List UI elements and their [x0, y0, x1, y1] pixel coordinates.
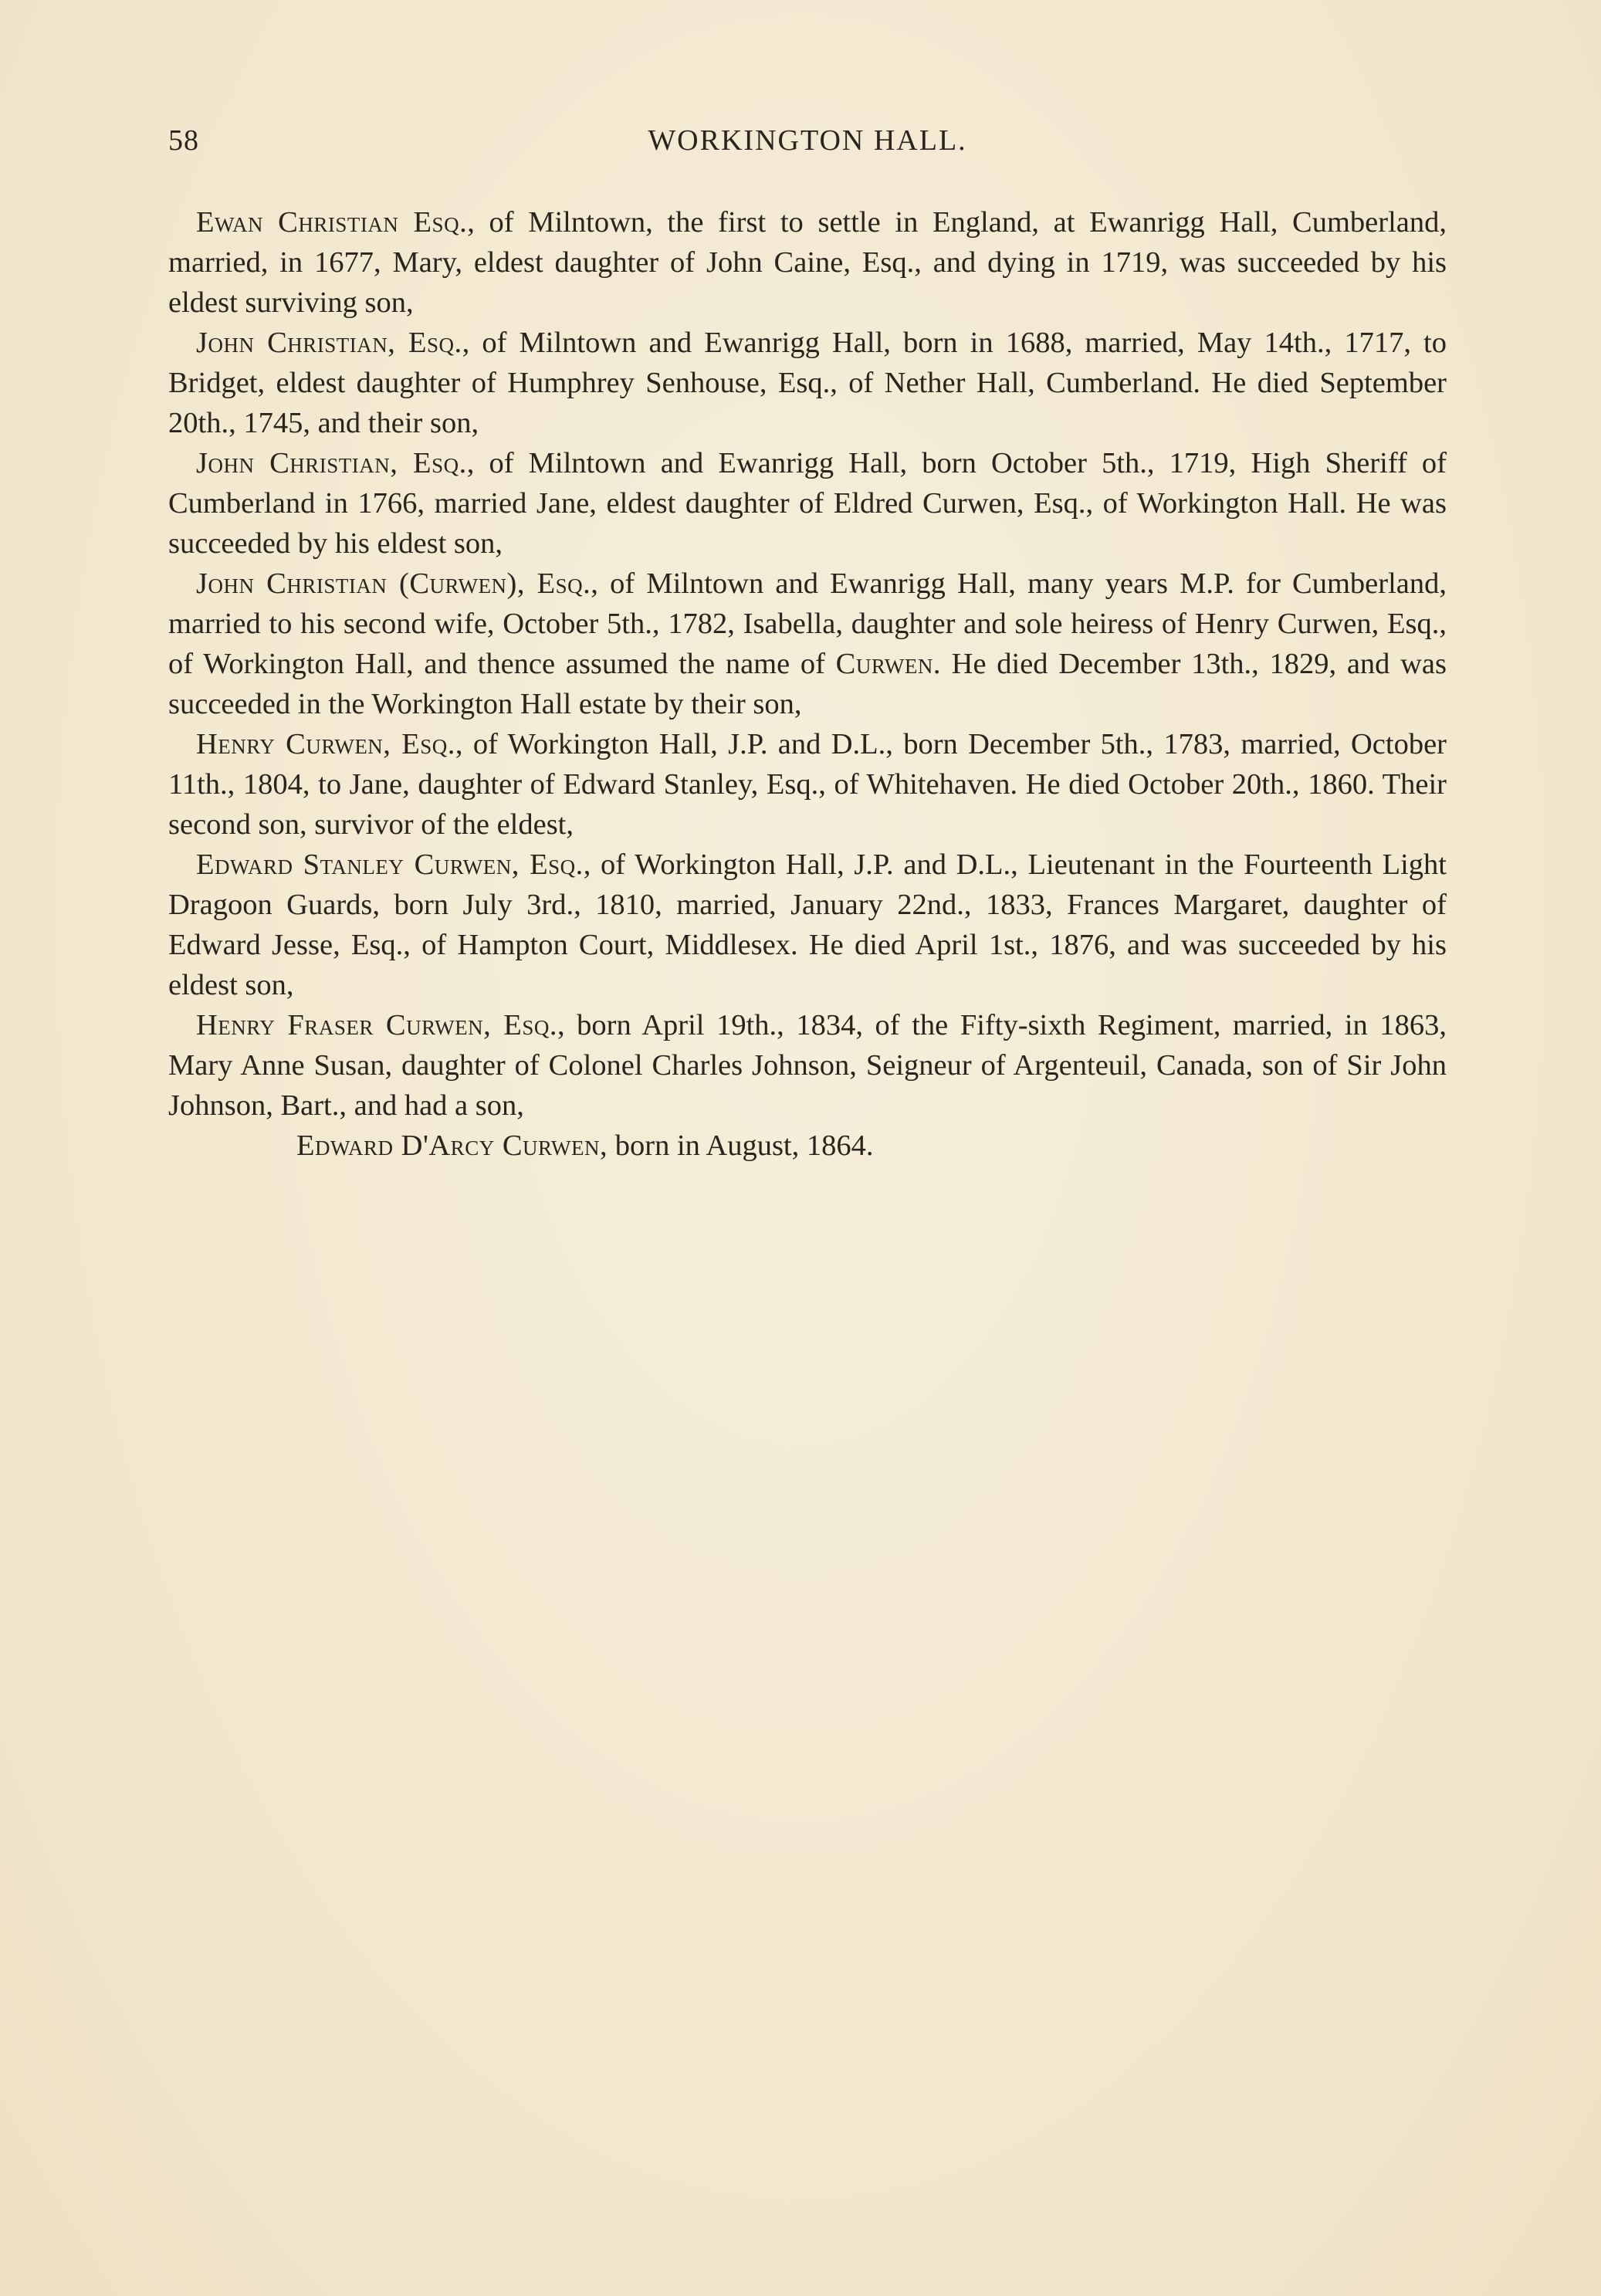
- running-title: WORKINGTON HALL.: [648, 124, 967, 157]
- body-text: [168, 202, 1447, 1166]
- title-suffix: Esq.: [398, 447, 467, 479]
- paragraph-text: , of Milntown and Ewanrigg Hall, many years M.P. for Cumberland, married to his second wife, October 5th., 1782, Isabella, daughter and sole heiress of Henry Curwen, Esq., of Workington Hall, and thence assumed the name of: [168, 567, 1447, 680]
- title-suffix: Esq.: [524, 567, 591, 600]
- paragraph-text: , of Workington Hall, J.P. and D.L., Lieutenant in the Fourteenth Light Dragoon Guards, born July 3rd., 1810, married, January 22nd., 1833, Frances Margaret, daughter of Edward Jesse, Esq., of Hampton Court, Middlesex. He died April 1st., 1876, and was succeeded by his eldest son,: [168, 848, 1447, 1001]
- person-name: John Christian,: [196, 447, 398, 479]
- surname-inline: Curwen.: [835, 648, 941, 680]
- person-name: Henry Fraser Curwen,: [196, 1009, 492, 1041]
- paragraph-henry-fraser-curwen: [168, 1005, 1447, 1126]
- paragraph-text: , born April 19th., 1834, of the Fifty-sixth Regiment, married, in 1863, Mary Anne Susan, daughter of Colonel Charles Johnson, Seigneur of Argenteuil, Canada, son of Sir John Johnson, Bart., and had a son,: [168, 1009, 1447, 1122]
- paragraph-john-christian-1688: [168, 323, 1447, 443]
- person-name: Ewan Christian: [196, 206, 399, 239]
- paragraph-john-christian-1719: [168, 443, 1447, 564]
- person-name: John Christian (Curwen),: [196, 567, 525, 600]
- person-name: Edward Stanley Curwen,: [196, 848, 520, 881]
- paragraph-edward-stanley-curwen: [168, 845, 1447, 1005]
- title-suffix: Esq.: [398, 206, 468, 239]
- page-number: 58: [168, 124, 199, 157]
- paragraph-text: , of Milntown, the first to settle in England, at Ewanrigg Hall, Cumberland, married, in 1677, Mary, eldest daughter of John Caine, Esq., and dying in 1719, was succeeded by his eldest surviving son,: [168, 206, 1447, 319]
- paragraph-ewan-christian: [168, 202, 1447, 323]
- paragraph-text: born in August, 1864.: [608, 1129, 874, 1162]
- person-name: Henry Curwen,: [196, 728, 391, 760]
- paragraph-text: , of Workington Hall, J.P. and D.L., born December 5th., 1783, married, October 11th., 1804, to Jane, daughter of Edward Stanley, Esq., of Whitehaven. He died October 20th., 1860. Their second son, survivor of the eldest,: [168, 728, 1447, 841]
- running-head: [168, 124, 1447, 170]
- paragraph-text: , of Milntown and Ewanrigg Hall, born in 1688, married, May 14th., 1717, to Bridget, eldest daughter of Humphrey Senhouse, Esq., of Nether Hall, Cumberland. He died September 20th., 1745, and their son,: [168, 327, 1447, 439]
- paragraph-edward-darcy-curwen: [168, 1126, 1447, 1166]
- title-suffix: Esq.: [519, 848, 584, 881]
- paragraph-text-continued: He died December 13th., 1829, and was succeeded in the Workington Hall estate by their son,: [168, 648, 1447, 720]
- paragraph-john-christian-curwen: [168, 564, 1447, 724]
- title-suffix: Esq.: [491, 1009, 557, 1041]
- paragraph-text: , of Milntown and Ewanrigg Hall, born October 5th., 1719, High Sheriff of Cumberland in 1766, married Jane, eldest daughter of Eldred Curwen, Esq., of Workington Hall. He was succeeded by his eldest son,: [168, 447, 1447, 560]
- paragraph-henry-curwen: [168, 724, 1447, 845]
- title-suffix: Esq.: [395, 327, 462, 359]
- person-name: John Christian,: [196, 327, 396, 359]
- person-name: Edward D'Arcy Curwen,: [296, 1129, 608, 1162]
- title-suffix: Esq.: [391, 728, 455, 760]
